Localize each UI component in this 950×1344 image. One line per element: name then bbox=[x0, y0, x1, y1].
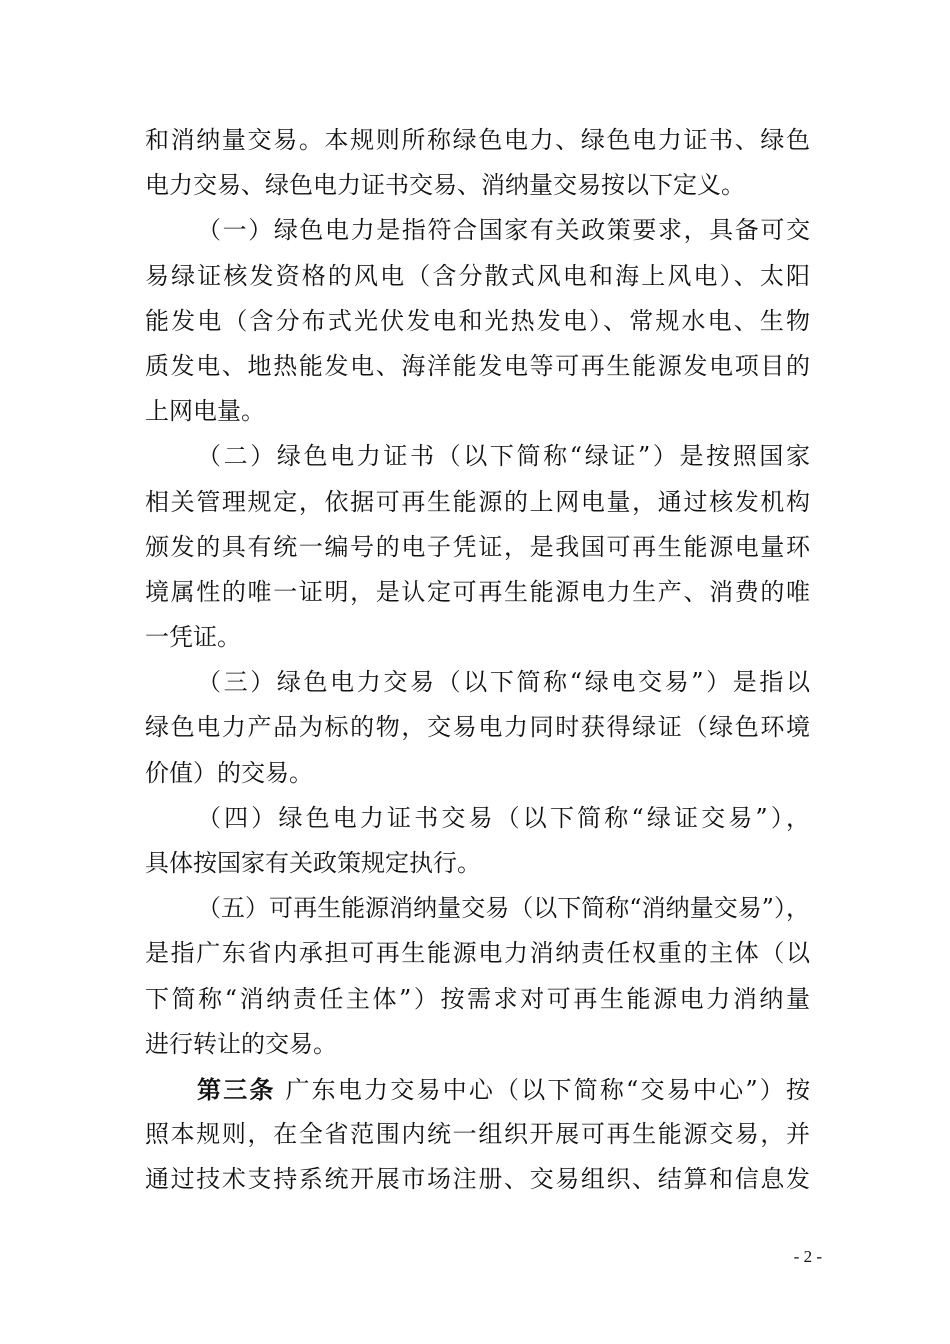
text-line-9: 相关管理规定，依据可再生能源的上网电量，通过核发机构 bbox=[145, 487, 810, 516]
article-text: 广东电力交易中心（以下简称“交易中心”）按 bbox=[285, 1075, 810, 1104]
text-line-22 bbox=[145, 1067, 810, 1112]
text-line-16: （四）绿色电力证书交易（以下简称“绿证交易”）， bbox=[197, 803, 810, 832]
text-line-2: 电力交易、绿色电力证书交易、消纳量交易按以下定义。 bbox=[145, 171, 745, 200]
body-text bbox=[145, 118, 810, 1203]
text-line-8: （二）绿色电力证书（以下简称“绿证”）是按照国家 bbox=[197, 442, 810, 471]
text-line-13: （三）绿色电力交易（以下简称“绿电交易”）是指以 bbox=[197, 668, 810, 697]
text-line-3: （一）绿色电力是指符合国家有关政策要求，具备可交 bbox=[197, 216, 810, 245]
text-line-24: 通过技术支持系统开展市场注册、交易组织、结算和信息发 bbox=[145, 1165, 810, 1194]
text-line-4: 易绿证核发资格的风电（含分散式风电和海上风电）、太阳 bbox=[145, 261, 810, 290]
text-line-19: 是指广东省内承担可再生能源电力消纳责任权重的主体（以 bbox=[145, 939, 810, 968]
text-line-15: 价值）的交易。 bbox=[145, 758, 313, 787]
text-line-1: 和消纳量交易。本规则所称绿色电力、绿色电力证书、绿色 bbox=[145, 126, 810, 154]
text-line-5: 能发电（含分布式光伏发电和光热发电）、常规水电、生物 bbox=[145, 306, 810, 335]
text-line-11: 境属性的唯一证明，是认定可再生能源电力生产、消费的唯 bbox=[145, 577, 810, 606]
article-label: 第三条 bbox=[197, 1074, 276, 1104]
text-line-18: （五）可再生能源消纳量交易（以下简称“消纳量交易”）， bbox=[197, 894, 810, 923]
text-line-7: 上网电量。 bbox=[145, 397, 265, 426]
text-line-6: 质发电、地热能发电、海洋能发电等可再生能源发电项目的 bbox=[145, 351, 810, 380]
text-line-10: 颁发的具有统一编号的电子凭证，是我国可再生能源电量环 bbox=[145, 532, 810, 561]
text-line-23: 照本规则，在全省范围内统一组织开展可再生能源交易，并 bbox=[145, 1120, 810, 1149]
text-line-17: 具体按国家有关政策规定执行。 bbox=[145, 849, 481, 877]
page-number: - 2 - bbox=[793, 1247, 822, 1266]
text-line-14: 绿色电力产品为标的物，交易电力同时获得绿证（绿色环境 bbox=[145, 713, 810, 742]
text-line-20: 下简称“消纳责任主体”）按需求对可再生能源电力消纳量 bbox=[145, 984, 810, 1013]
text-line-21: 进行转让的交易。 bbox=[145, 1029, 337, 1058]
text-line-12: 一凭证。 bbox=[145, 623, 241, 652]
